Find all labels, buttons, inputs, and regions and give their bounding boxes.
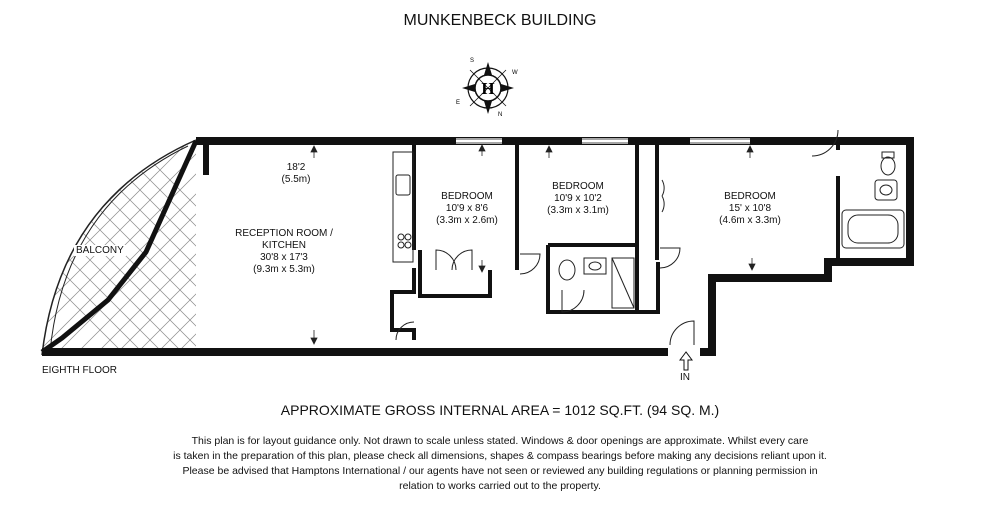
bedroom-2-label [547,181,609,217]
balcony-label: BALCONY [76,245,124,256]
room-name: BEDROOM [552,181,604,192]
dimension-arrows [311,145,755,344]
balcony-area [40,50,240,490]
entrance-arrow [680,352,692,370]
compass-letter: E [456,100,461,106]
disclaimer-line: Please be advised that Hamptons International / our agents have not seen or reviewed any building regulations or planning permission in [182,465,818,477]
internal-walls [392,141,838,340]
reception-room-label [235,228,333,276]
room-dimension: (3.3m x 2.6m) [436,215,498,226]
compass-letter: S [470,58,475,64]
page-title: MUNKENBECK BUILDING [403,12,597,29]
room-dimension: 10'9 x 10'2 [554,193,602,204]
room-name: RECEPTION ROOM / [235,228,333,239]
room-dimension: 30'8 x 17'3 [260,252,308,263]
room-name: BEDROOM [724,191,776,202]
compass-rose [456,58,518,118]
room-name: BEDROOM [441,191,493,202]
kitchen-units [393,152,413,262]
floor-label: EIGHTH FLOOR [42,365,118,376]
compass-letter: N [498,112,503,118]
compass-center-letter: H [481,79,495,98]
bedroom-1-label [436,191,498,227]
room-dimension: 15' x 10'8 [728,203,772,214]
room-dimension: (4.6m x 3.3m) [719,215,781,226]
room-dimension: 10'9 x 8'6 [445,203,489,214]
disclaimer-line: is taken in the preparation of this plan, please check all dimensions, shapes & compass bearings before making any decisions reliant upon it. [173,450,827,462]
bedroom-3-label [719,191,781,227]
bathroom-fixtures [559,152,904,308]
room-dimension: (9.3m x 5.3m) [253,264,315,275]
disclaimer-line: This plan is for layout guidance only. Not drawn to scale unless stated. Windows & door openings are approximate. Whilst every care [191,435,809,447]
entrance-label: IN [680,372,690,383]
reception-width-label: 18'2 (5.5m) [281,162,311,185]
compass-letter: W [512,70,518,76]
room-name: KITCHEN [262,240,306,251]
gross-internal-area: APPROXIMATE GROSS INTERNAL AREA = 1012 SQ.FT. (94 SQ. M.) [280,402,720,418]
disclaimer-line: relation to works carried out to the property. [399,480,601,492]
room-dimension: (3.3m x 3.1m) [547,205,609,216]
